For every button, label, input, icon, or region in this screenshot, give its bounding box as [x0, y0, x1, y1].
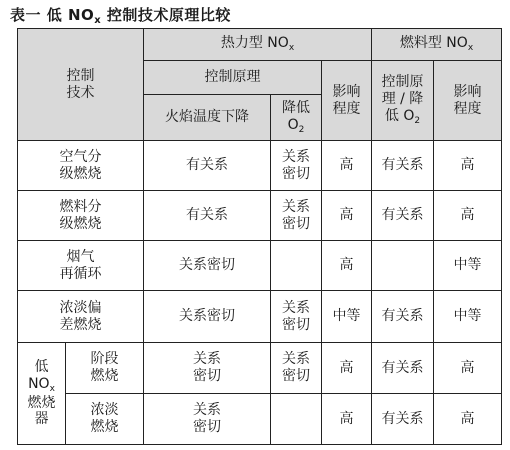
row-technique-name: 浓淡 燃烧: [66, 394, 144, 445]
row-fuel-principle-cell: 有关系: [372, 291, 434, 343]
row-fuel-principle-cell: 有关系: [372, 394, 434, 445]
row-fuel-impact-cell: 中等: [434, 291, 502, 343]
header-control-technology: 控制 技术: [18, 29, 144, 141]
row-o2-cell: 关系 密切: [271, 343, 322, 394]
row-technique-name: 阶段 燃烧: [66, 343, 144, 394]
row-flame-cell: 关系 密切: [144, 394, 271, 445]
header-reduce-o2: 降低 $O_2$: [271, 95, 322, 141]
table-row: [18, 191, 502, 241]
row-technique-name: 燃料分 级燃烧: [18, 191, 144, 241]
nox-comparison-table: [17, 28, 502, 445]
header-flame-temp: 火焰温度下降: [144, 95, 271, 141]
header-control-principle: 控制原理: [144, 61, 322, 95]
row-flame-cell: 关系密切: [144, 241, 271, 291]
table-row: [18, 343, 502, 394]
row-impact-cell: 高: [322, 241, 372, 291]
row-flame-cell: 关系 密切: [144, 343, 271, 394]
header-fuel-principle: 控制原 理 / 降 低 $O_2$: [372, 61, 434, 141]
row-impact-cell: 中等: [322, 291, 372, 343]
row-impact-cell: 高: [322, 343, 372, 394]
table-row: [18, 141, 502, 191]
row-fuel-principle-cell: [372, 241, 434, 291]
header-thermal-impact: 影响 程度: [322, 61, 372, 141]
row-flame-cell: 有关系: [144, 191, 271, 241]
header-fuel-nox: 燃料型 $NO_x$: [372, 29, 502, 61]
row-technique-name: 烟气 再循环: [18, 241, 144, 291]
table-row: [18, 394, 502, 445]
row-technique-name: 浓淡偏 差燃烧: [18, 291, 144, 343]
table-row: [18, 291, 502, 343]
row-o2-cell: 关系 密切: [271, 141, 322, 191]
row-fuel-principle-cell: 有关系: [372, 343, 434, 394]
header-fuel-impact: 影响 程度: [434, 61, 502, 141]
row-fuel-impact-cell: 中等: [434, 241, 502, 291]
row-flame-cell: 有关系: [144, 141, 271, 191]
row-o2-cell: 关系 密切: [271, 191, 322, 241]
row-technique-name: 空气分 级燃烧: [18, 141, 144, 191]
row-impact-cell: 高: [322, 394, 372, 445]
row-flame-cell: 关系密切: [144, 291, 271, 343]
row-impact-cell: 高: [322, 191, 372, 241]
group-low-nox-burner-label: 低 $NO_x$ 燃烧 器: [18, 343, 66, 445]
row-fuel-impact-cell: 高: [434, 191, 502, 241]
table-row: [18, 241, 502, 291]
row-fuel-principle-cell: 有关系: [372, 191, 434, 241]
row-fuel-impact-cell: 高: [434, 394, 502, 445]
row-o2-cell: [271, 394, 322, 445]
row-o2-cell: 关系 密切: [271, 291, 322, 343]
row-fuel-impact-cell: 高: [434, 343, 502, 394]
row-fuel-principle-cell: 有关系: [372, 141, 434, 191]
row-o2-cell: [271, 241, 322, 291]
row-fuel-impact-cell: 高: [434, 141, 502, 191]
row-impact-cell: 高: [322, 141, 372, 191]
header-thermal-nox: 热力型 $NO_x$: [144, 29, 372, 61]
table-title: 表一 低 $NO_x$ 控制技术原理比较: [10, 6, 231, 26]
